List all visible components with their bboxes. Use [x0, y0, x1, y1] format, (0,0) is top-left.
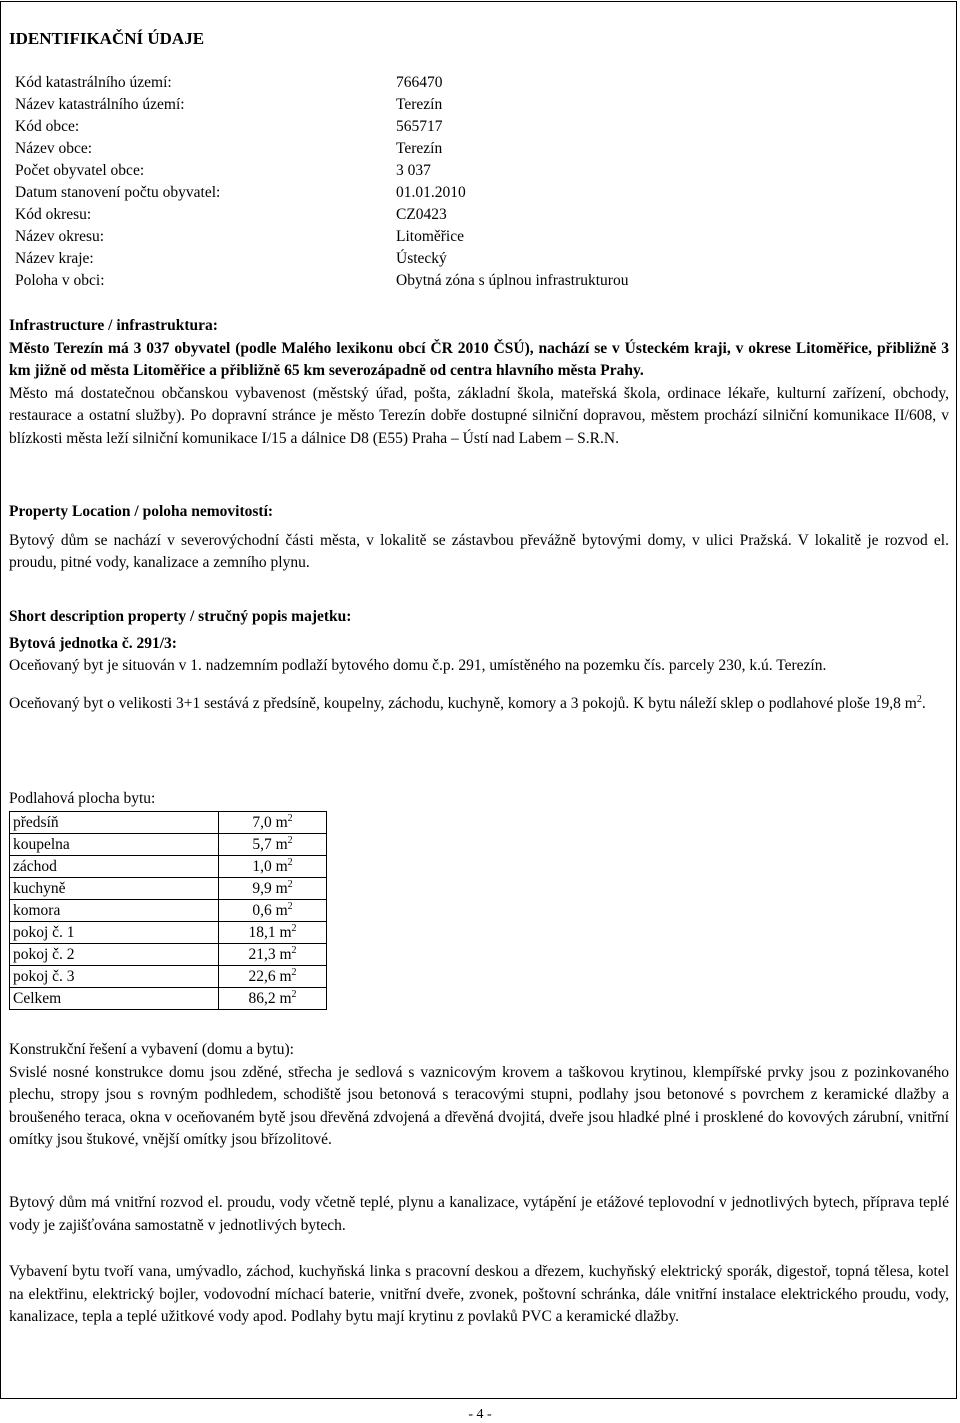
table-row [10, 834, 327, 856]
room-name: předsíň [10, 812, 219, 834]
infrastructure-summary: Město Terezín má 3 037 obyvatel (podle Malého lexikonu obcí ČR 2010 ČSÚ), nachází se v Ústeckém kraji, v okrese Litoměřice, přibližně 3 km jižně od města Litoměřice a přibližně 65 km severozápadně od centra hlavního města Prahy. [9, 339, 949, 379]
ident-key: Název okresu: [15, 228, 105, 245]
room-area: 22,6 $m^2$ [219, 966, 327, 988]
ident-row [15, 226, 915, 248]
room-area: 9,9 $m^2$ [219, 878, 327, 900]
table-row [10, 812, 327, 834]
page-number: - 4 - [468, 1407, 492, 1422]
construction-heading: Konstrukční řešení a vybavení (domu a bytu): [9, 1041, 294, 1058]
room-area: 18,1 $m^2$ [219, 922, 327, 944]
table-row [10, 878, 327, 900]
room-area: 5,7 $m^2$ [219, 834, 327, 856]
equipment-paragraph: Vybavení bytu tvoří vana, umývadlo, záchod, kuchyňská linka s pracovní deskou a dřezem, kuchyňský elektrický sporák, digestoř, topná tělesa, kotel na elektřinu, elektrický bojler, vodovodní míchací baterie, vnitřní dveře, zvonek, poštovní schránka, dále vnitřní instalace elektrického proudu, vody, kanalizace, tepla a teplé užitkové vody apod. Podlahy bytu mají krytinu z povlaků PVC a keramické dlažby. [9, 1263, 949, 1325]
infrastructure-section [9, 315, 949, 450]
description-section [9, 606, 949, 715]
room-name: pokoj č. 1 [10, 922, 219, 944]
description-heading: Short description property / stručný popis majetku: [9, 608, 352, 625]
ident-row [15, 270, 915, 292]
room-name: koupelna [10, 834, 219, 856]
ident-value: 3 037 [396, 162, 431, 179]
room-area: 1,0 $m^2$ [219, 856, 327, 878]
room-name: Celkem [10, 988, 219, 1010]
room-area: 86,2 $m^2$ [219, 988, 327, 1010]
location-section [9, 501, 949, 575]
table-row-total [10, 988, 327, 1010]
ident-row [15, 248, 915, 270]
ident-value: Litoměřice [396, 228, 464, 245]
ident-value: CZ0423 [396, 206, 447, 223]
ident-row [15, 72, 915, 94]
location-text: Bytový dům se nachází v severovýchodní části města, v lokalitě se zástavbou převážně bytovými domy, v ulici Pražská. V lokalitě je rozvod el. proudu, pitné vody, kanalizace a zemního plynu. [9, 531, 949, 571]
infrastructure-heading: Infrastructure / infrastruktura: [9, 317, 218, 334]
superscript: 2 [916, 693, 922, 705]
description-paragraph-1: Oceňovaný byt je situován v 1. nadzemním podlaží bytového domu č.p. 291, umístěného na pozemku čís. parcely 230, k.ú. Terezín. [9, 657, 827, 674]
location-heading: Property Location / poloha nemovitostí: [9, 503, 274, 520]
room-area: 7,0 $m^2$ [219, 812, 327, 834]
construction-text: Svislé nosné konstrukce domu jsou zděné, střecha je sedlová s vaznicovým krovem a taškovou krytinou, klempířské prvky jsou z pozinkovaného plechu, stropy jsou s rovným podhledem, schodiště jsou betonová s teracovými stupni, podlahy jsou betonové s povrchem z keramické dlažby a broušeného teraca, okna v oceňovaném bytě jsou dřevěná zdvojená a dřevěná dvojitá, dveře jsou hladké plné i prosklené do kovových zárubní, vnitřní omítky jsou štukové, vnější omítky jsou břízolitové. [9, 1063, 949, 1148]
description-p2-text: Oceňovaný byt o velikosti 3+1 sestává z předsíně, koupelny, záchodu, kuchyně, komory a 3 pokojů. K bytu náleží sklep o podlahové ploše 19,8 m [9, 694, 917, 712]
ident-value: Ústecký [396, 250, 447, 267]
table-row [10, 922, 327, 944]
room-name: pokoj č. 3 [10, 966, 219, 988]
room-name: záchod [10, 856, 219, 878]
ident-value: Terezín [396, 140, 443, 157]
utilities-paragraph: Bytový dům má vnitřní rozvod el. proudu, vody včetně teplé, plynu a kanalizace, vytápění je etážové teplovodní v jednotlivých bytech, příprava teplé vody je zajišťována samostatně v jednotlivých bytech. [9, 1194, 949, 1234]
ident-key: Kód okresu: [15, 206, 92, 223]
table-row [10, 966, 327, 988]
room-name: komora [10, 900, 219, 922]
floor-area-heading: Podlahová plocha bytu: [9, 790, 156, 807]
table-row [10, 856, 327, 878]
ident-row [15, 204, 915, 226]
description-p2-end: . [921, 694, 926, 712]
ident-value: Obytná zóna s úplnou infrastrukturou [396, 272, 629, 289]
ident-value: 565717 [396, 118, 443, 135]
table-row [10, 944, 327, 966]
ident-key: Kód obce: [15, 118, 80, 135]
ident-key: Název obce: [15, 140, 93, 157]
ident-row [15, 94, 915, 116]
table-row [10, 900, 327, 922]
page-title: IDENTIFIKAČNÍ ÚDAJE [9, 29, 205, 48]
ident-row [15, 116, 915, 138]
ident-value: Terezín [396, 96, 443, 113]
ident-key: Kód katastrálního území: [15, 74, 172, 91]
ident-key: Datum stanovení počtu obyvatel: [15, 184, 221, 201]
ident-row [15, 138, 915, 160]
ident-key: Název kraje: [15, 250, 94, 267]
room-name: pokoj č. 2 [10, 944, 219, 966]
room-area: 0,6 $m^2$ [219, 900, 327, 922]
identification-list [15, 72, 915, 292]
description-paragraph-2 [9, 693, 949, 716]
ident-row [15, 160, 915, 182]
unit-label: Bytová jednotka č. 291/3: [9, 634, 177, 652]
room-area: 21,3 $m^2$ [219, 944, 327, 966]
ident-key: Název katastrálního území: [15, 96, 185, 113]
floor-area-table [9, 811, 327, 1010]
ident-key: Poloha v obci: [15, 272, 105, 289]
ident-row [15, 182, 915, 204]
room-name: kuchyně [10, 878, 219, 900]
ident-value: 766470 [396, 74, 443, 91]
construction-section [9, 1039, 949, 1152]
ident-key: Počet obyvatel obce: [15, 162, 145, 179]
ident-value: 01.01.2010 [396, 184, 466, 201]
infrastructure-text: Město má dostatečnou občanskou vybavenost (městský úřad, pošta, základní škola, mateřská škola, ordinace lékaře, kulturní zařízení, obchody, restaurace a ostatní služby). Po dopravní stránce je město Terezín dobře dostupné silniční dopravou, městem prochází silniční komunikace II/608, v blízkosti města leží silniční komunikace I/15 a dálnice D8 (E55) Praha – Ústí nad Labem – S.R.N. [9, 384, 949, 447]
